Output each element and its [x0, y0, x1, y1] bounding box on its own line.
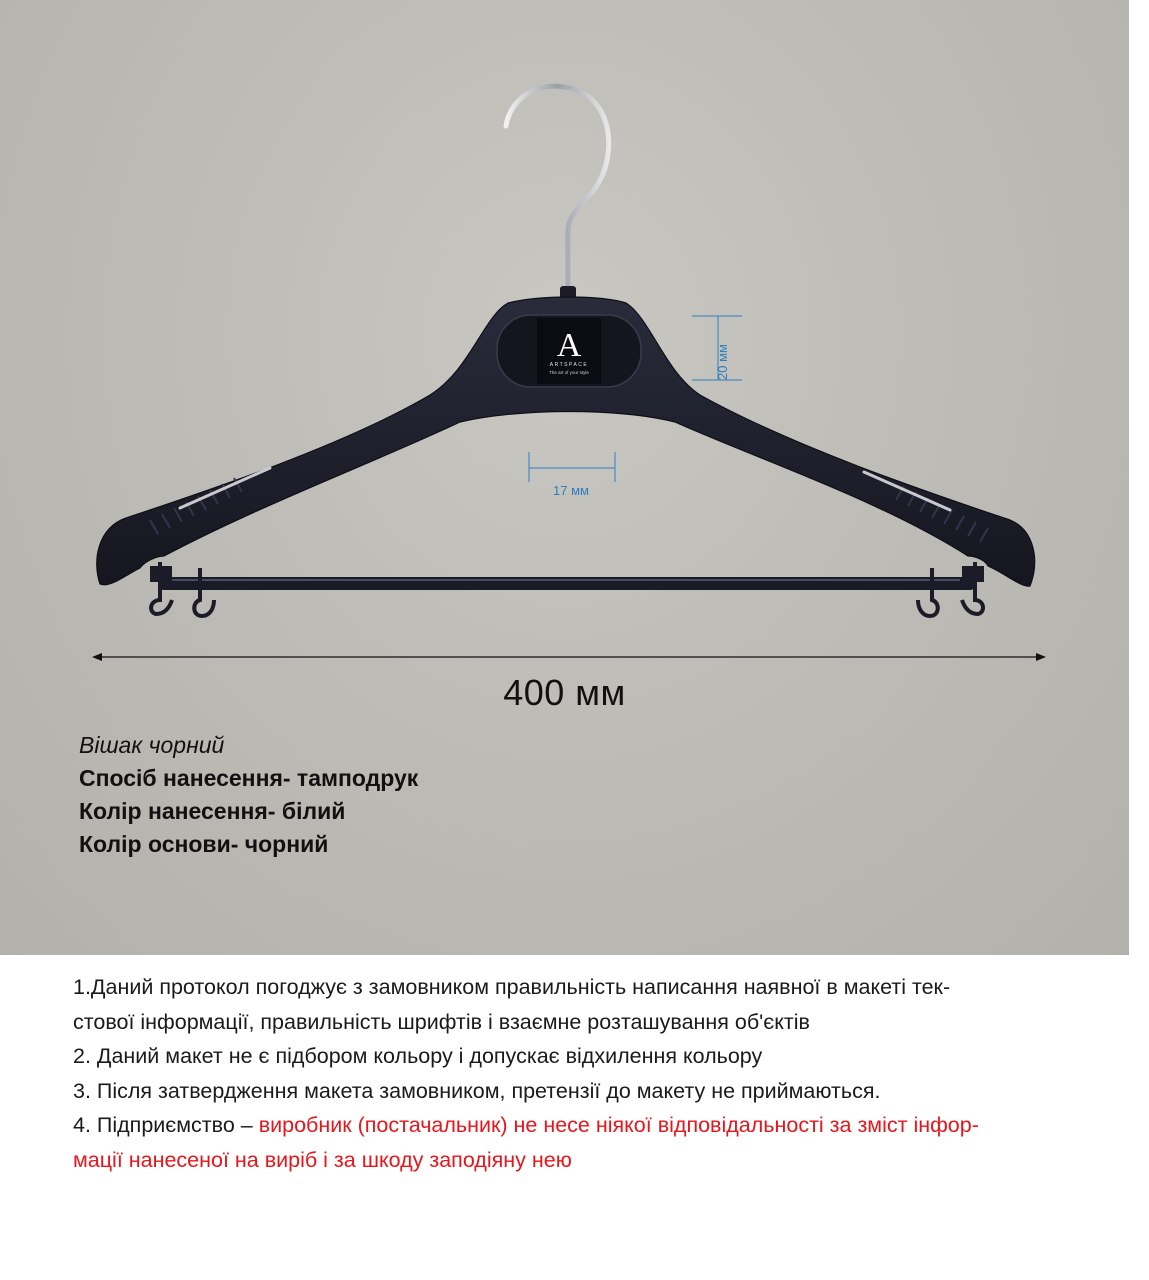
- hanger-width-label: 400 мм: [503, 672, 626, 713]
- pant-bar: [158, 577, 976, 590]
- spec-base-color: Колір основи- чорний: [79, 831, 329, 857]
- hook: [506, 86, 609, 292]
- note-line: 2. Даний макет не є підбором кольору і допускає відхилення кольору: [73, 1044, 763, 1068]
- neck-dimension: [529, 452, 615, 482]
- width-dimension: [92, 653, 1046, 661]
- note-line: 3. Після затвердження макета замовником, претензії до макету не приймаються.: [73, 1078, 881, 1103]
- pant-bar-highlight: [170, 579, 960, 581]
- logo-tagline: The art of your style: [549, 370, 589, 375]
- note-line: 1.Даний протокол погоджує з замовником правильність написання наявної в макеті тек-: [73, 975, 951, 999]
- logo-brand: ARTSPACE: [549, 362, 589, 368]
- note-line: [73, 1108, 1113, 1143]
- spec-method: Спосіб нанесення- тамподрук: [79, 765, 419, 791]
- note-warning-cont: мації нанесеної на виріб і за шкоду заподіяну нею: [73, 1147, 572, 1172]
- logo-height-label: 20 мм: [715, 344, 730, 380]
- spec-print-color: Колір нанесення- білий: [79, 798, 346, 824]
- note-prefix: 4. Підприємство –: [73, 1113, 259, 1137]
- neck-width-label: 17 мм: [553, 483, 589, 498]
- note-line: стової інформації, правильність шрифтів і взаємне розташування об'єктів: [73, 1009, 810, 1034]
- product-title: Вішак чорний: [79, 732, 225, 758]
- spec-list: [79, 732, 418, 858]
- note-warning: виробник (постачальник) не несе ніякої відповідальності за зміст інфор-: [258, 1113, 979, 1137]
- approval-notes: [73, 970, 1113, 1177]
- logo-letter: A: [556, 327, 582, 364]
